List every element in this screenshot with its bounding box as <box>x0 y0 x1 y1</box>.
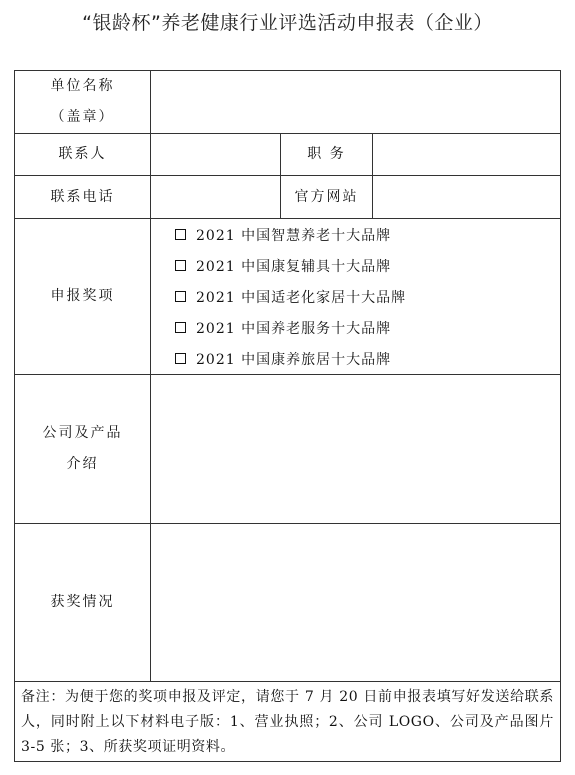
award-option-label: 2021 中国康复辅具十大品牌 <box>196 258 392 275</box>
row-contact-person <box>15 134 561 176</box>
company-intro-field[interactable] <box>151 375 561 524</box>
row-company-intro <box>15 375 561 524</box>
award-option-label: 2021 中国康养旅居十大品牌 <box>196 351 392 368</box>
row-award-category <box>15 219 561 375</box>
checkbox-icon[interactable] <box>175 353 186 364</box>
contact-person-field[interactable] <box>151 134 281 176</box>
award-option-label: 2021 中国智慧养老十大品牌 <box>196 227 392 244</box>
checkbox-icon[interactable] <box>175 291 186 302</box>
position-field[interactable] <box>373 134 561 176</box>
award-options <box>151 219 561 375</box>
official-website-field[interactable] <box>373 176 561 219</box>
note-text: 备注：为便于您的奖项申报及评定，请您于 7 月 20 日前申报表填写好发送给联系人，同时附上以下材料电子版：1、营业执照；2、公司 LOGO、公司及产品图片 3-5 张；3、所获奖项证明资料。 <box>15 682 561 762</box>
contact-phone-field[interactable] <box>151 176 281 219</box>
company-intro-label-line2: 介绍 <box>66 456 99 472</box>
contact-phone-label: 联系电话 <box>15 176 151 219</box>
company-intro-label-line1: 公司及产品 <box>42 425 123 441</box>
checkbox-icon[interactable] <box>175 322 186 333</box>
award-option-label: 2021 中国养老服务十大品牌 <box>196 320 392 337</box>
award-category-label: 申报奖项 <box>15 219 151 375</box>
row-contact-phone <box>15 176 561 219</box>
unit-name-field[interactable] <box>151 71 561 134</box>
award-option-4[interactable] <box>175 312 560 343</box>
company-intro-label <box>15 375 151 524</box>
position-label: 职 务 <box>281 134 373 176</box>
checkbox-icon[interactable] <box>175 260 186 271</box>
form-title: “银龄杯”养老健康行业评选活动申报表（企业） <box>82 12 493 34</box>
award-option-3[interactable] <box>175 281 560 312</box>
unit-name-label-line1: 单位名称 <box>50 78 115 94</box>
contact-person-label: 联系人 <box>15 134 151 176</box>
row-awards-received <box>15 524 561 682</box>
awards-received-field[interactable] <box>151 524 561 682</box>
award-option-5[interactable] <box>175 343 560 374</box>
checkbox-icon[interactable] <box>175 229 186 240</box>
unit-name-label <box>15 71 151 134</box>
official-website-label: 官方网站 <box>281 176 373 219</box>
row-note <box>15 682 561 762</box>
award-option-label: 2021 中国适老化家居十大品牌 <box>196 289 407 306</box>
award-option-2[interactable] <box>175 250 560 281</box>
application-form-table <box>14 70 561 762</box>
awards-received-label: 获奖情况 <box>15 524 151 682</box>
unit-name-label-line2: （盖章） <box>50 109 115 125</box>
award-option-1[interactable] <box>175 219 560 250</box>
row-unit-name <box>15 71 561 134</box>
